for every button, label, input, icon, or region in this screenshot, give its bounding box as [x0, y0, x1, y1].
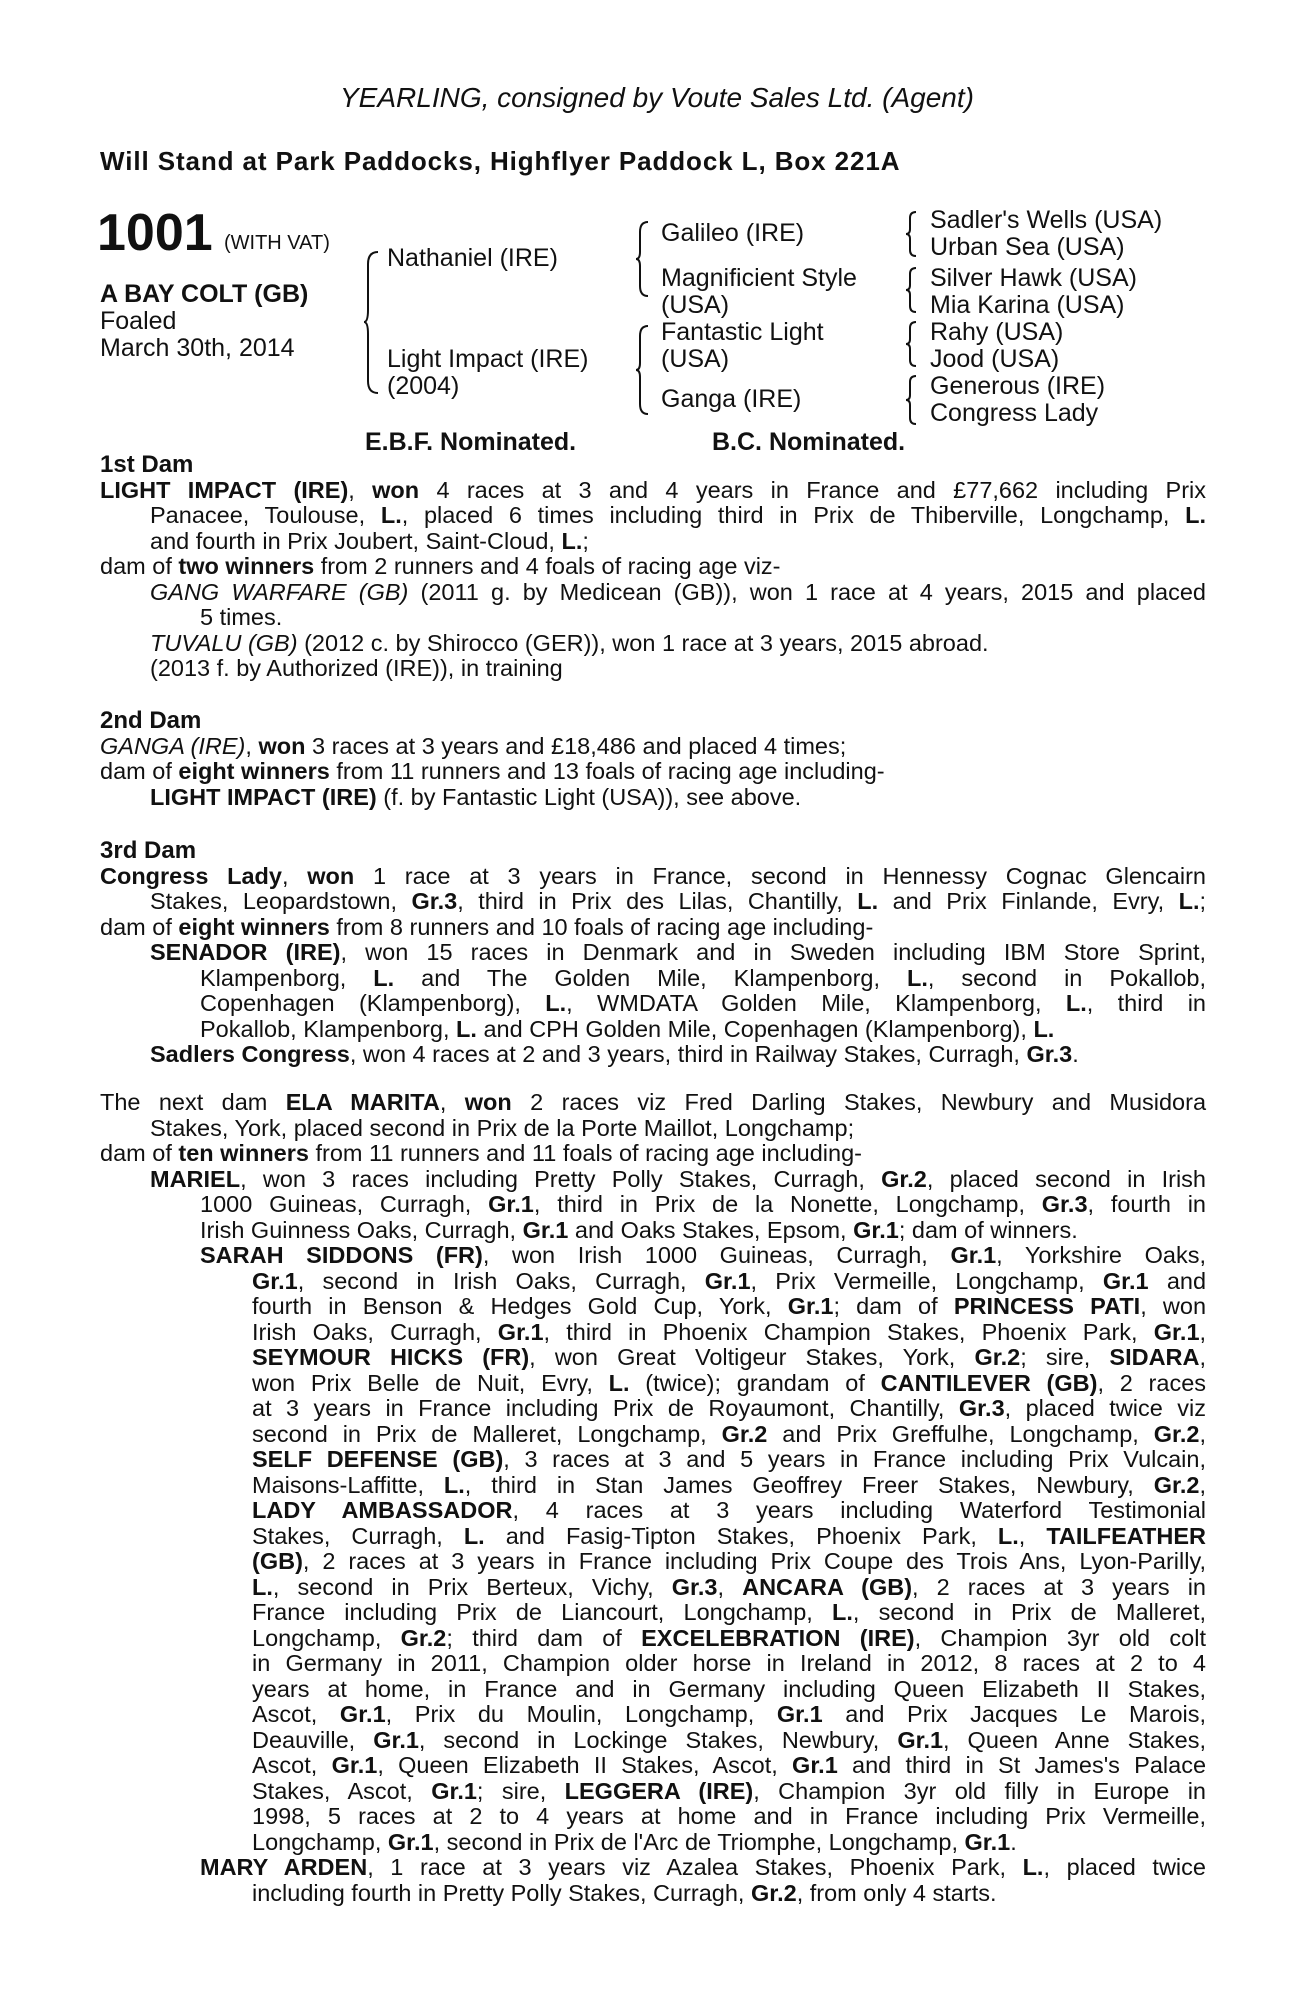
produce-entry: (2013 f. by Authorized (IRE)), in training: [150, 655, 563, 681]
pedigree-ggs-1: Sadler's Wells (USA): [930, 206, 1163, 234]
produce-entry-cont: Gr.1, second in Irish Oaks, Curragh, Gr.1, Prix Vermeille, Longchamp, Gr.1 and: [252, 1267, 1207, 1294]
produce-entry: MARIEL, won 3 races including Pretty Polly Stakes, Curragh, Gr.2, placed second in Irish: [150, 1165, 1207, 1192]
lot-description: A BAY COLT (GB): [100, 280, 309, 308]
produce-entry-cont: won Prix Belle de Nuit, Evry, L. (twice); grandam of CANTILEVER (GB), 2 races: [252, 1369, 1207, 1396]
pedigree-ggd-3: Jood (USA): [930, 345, 1060, 373]
produce-entry-cont: Copenhagen (Klampenborg), L., WMDATA Golden Mile, Klampenborg, L., third in: [200, 990, 1207, 1016]
produce-entry-cont: France including Prix de Liancourt, Longchamp, L., second in Prix de Malleret,: [252, 1599, 1207, 1625]
pedigree-grandsire-1: Galileo (IRE): [661, 219, 805, 247]
second-dam-section: [100, 708, 1206, 810]
pedigree-granddam-2: Ganga (IRE): [661, 385, 802, 413]
first-dam-section: [100, 452, 1206, 682]
third-dam-produce-summary: dam of eight winners from 8 runners and 10 foals of racing age including-: [100, 913, 874, 940]
third-dam-line: Congress Lady, won 1 race at 3 years in France, second in Hennessy Cognac Glencairn: [100, 862, 1206, 889]
produce-entry-cont: at 3 years in France including Prix de Royaumont, Chantilly, Gr.3, placed twice viz: [252, 1395, 1206, 1421]
won-label: won: [372, 476, 420, 503]
produce-entry-cont: Stakes, Curragh, L. and Fasig-Tipton Stakes, Phoenix Park, L., TAILFEATHER: [252, 1522, 1207, 1549]
produce-entry-cont: second in Prix de Malleret, Longchamp, Gr.2 and Prix Greffulhe, Longchamp, Gr.2,: [252, 1420, 1206, 1447]
vat-label: (WITH VAT): [224, 232, 330, 254]
produce-entry: SENADOR (IRE), won 15 races in Denmark and in Sweden including IBM Store Sprint,: [150, 939, 1207, 965]
first-dam-line: Panacee, Toulouse, L., placed 6 times including third in Prix de Thiberville, Longchamp, L.: [150, 502, 1207, 528]
produce-entry-cont: including fourth in Pretty Polly Stakes, Curragh, Gr.2, from only 4 starts.: [252, 1879, 997, 1906]
produce-entry-cont: 1000 Guineas, Curragh, Gr.1, third in Prix de la Nonette, Longchamp, Gr.3, fourth in: [200, 1191, 1206, 1217]
dam-name: LIGHT IMPACT (IRE): [100, 476, 349, 503]
produce-entry: Sadlers Congress, won 4 races at 2 and 3 years, third in Railway Stakes, Curragh, Gr.3.: [150, 1041, 1079, 1067]
produce-entry-cont: Irish Guinness Oaks, Curragh, Gr.1 and Oaks Stakes, Epsom, Gr.1; dam of winners.: [200, 1216, 1078, 1243]
produce-entry-cont: Ascot, Gr.1, Prix du Moulin, Longchamp, Gr.1 and Prix Jacques Le Marois,: [252, 1701, 1207, 1727]
produce-entry: LIGHT IMPACT (IRE) (f. by Fantastic Light (USA)), see above.: [150, 783, 802, 810]
produce-entry-cont: Maisons-Laffitte, L., third in Stan James Geoffrey Freer Stakes, Newbury, Gr.2,: [252, 1471, 1206, 1498]
pedigree-brace-gg2: [906, 266, 918, 314]
pedigree-brace-sire: [636, 220, 650, 298]
pedigree-ggd-2: Mia Karina (USA): [930, 291, 1125, 319]
produce-entry-cont: Klampenborg, L. and The Golden Mile, Klampenborg, L., second in Pokallob,: [200, 964, 1207, 991]
produce-entry: SARAH SIDDONS (FR), won Irish 1000 Guineas, Curragh, Gr.1, Yorkshire Oaks,: [200, 1242, 1207, 1268]
bc-nominated: B.C. Nominated.: [712, 428, 906, 456]
pedigree-brace-main: [364, 250, 380, 395]
pedigree-ggd-1: Urban Sea (USA): [930, 233, 1125, 261]
consignment-line: YEARLING, consigned by Voute Sales Ltd. (Agent): [340, 82, 974, 113]
ebf-nominated: E.B.F. Nominated.: [365, 428, 577, 456]
foaled-date: March 30th, 2014: [100, 334, 295, 362]
produce-entry-cont: SEYMOUR HICKS (FR), won Great Voltigeur Stakes, York, Gr.2; sire, SIDARA,: [252, 1344, 1207, 1370]
third-dam-heading: 3rd Dam: [100, 837, 197, 864]
pedigree-grandsire-2-line1: Fantastic Light: [661, 318, 824, 346]
pedigree-brace-dam: [636, 324, 650, 416]
produce-entry-cont: (GB), 2 races at 3 years in France including Prix Coupe des Trois Ans, Lyon-Parilly,: [252, 1548, 1206, 1574]
first-dam-produce-summary: dam of two winners from 2 runners and 4 foals of racing age viz-: [100, 553, 781, 579]
produce-entry-cont: LADY AMBASSADOR, 4 races at 3 years including Waterford Testimonial: [252, 1497, 1207, 1523]
first-dam-heading: 1st Dam: [100, 451, 194, 478]
second-dam-heading: 2nd Dam: [100, 707, 202, 734]
first-dam-line: LIGHT IMPACT (IRE), won 4 races at 3 and 4 years in France and £77,662 including Prix: [100, 476, 1206, 503]
produce-entry: MARY ARDEN, 1 race at 3 years viz Azalea Stakes, Phoenix Park, L., placed twice: [200, 1854, 1206, 1880]
second-dam-line: GANGA (IRE), won 3 races at 3 years and £18,486 and placed 4 times;: [100, 732, 847, 759]
produce-entry-cont: Longchamp, Gr.2; third dam of EXCELEBRATION (IRE), Champion 3yr old colt: [252, 1624, 1206, 1651]
produce-entry: TUVALU (GB) (2012 c. by Shirocco (GER)), won 1 race at 3 years, 2015 abroad.: [150, 629, 989, 656]
next-dam-produce-summary: dam of ten winners from 11 runners and 11 foals of racing age including-: [100, 1140, 862, 1166]
second-dam-produce-summary: dam of eight winners from 11 runners and 13 foals of racing age including-: [100, 758, 885, 784]
pedigree-dam-line1: Light Impact (IRE): [387, 345, 589, 373]
pedigree-grandsire-2-line2: (USA): [661, 345, 730, 373]
produce-entry-cont: 1998, 5 races at 2 to 4 years at home and in France including Prix Vermeille,: [252, 1803, 1206, 1829]
pedigree-brace-gg4: [906, 374, 918, 426]
stand-location: Will Stand at Park Paddocks, Highflyer Paddock L, Box 221A: [100, 146, 901, 176]
pedigree-sire: Nathaniel (IRE): [387, 244, 558, 272]
lot-number: 1001: [97, 204, 213, 262]
produce-entry-cont: Irish Oaks, Curragh, Gr.1, third in Phoenix Champion Stakes, Phoenix Park, Gr.1,: [252, 1318, 1207, 1345]
produce-entry-cont: Longchamp, Gr.1, second in Prix de l'Arc de Triomphe, Longchamp, Gr.1.: [252, 1828, 1017, 1855]
produce-entry-cont: Pokallob, Klampenborg, L. and CPH Golden Mile, Copenhagen (Klampenborg), L.: [200, 1015, 1055, 1042]
next-dam-line: Stakes, York, placed second in Prix de la Porte Maillot, Longchamp;: [150, 1114, 855, 1141]
pedigree-ggs-3: Rahy (USA): [930, 318, 1064, 346]
third-dam-line: Stakes, Leopardstown, Gr.3, third in Prix des Lilas, Chantilly, L. and Prix Finlande, Evry, L.;: [150, 888, 1207, 914]
pedigree-ggs-2: Silver Hawk (USA): [930, 264, 1137, 292]
pedigree-brace-gg3: [906, 320, 918, 368]
produce-entry-cont: fourth in Benson & Hedges Gold Cup, York, Gr.1; dam of PRINCESS PATI, won: [252, 1293, 1207, 1319]
produce-entry-cont: years at home, in France and in Germany including Queen Elizabeth II Stakes,: [252, 1675, 1206, 1702]
pedigree-ggs-4: Generous (IRE): [930, 372, 1106, 400]
produce-entry-cont: L., second in Prix Berteux, Vichy, Gr.3, ANCARA (GB), 2 races at 3 years in: [252, 1573, 1206, 1600]
pedigree-brace-gg1: [906, 210, 918, 258]
pedigree-ggd-4: Congress Lady: [930, 399, 1099, 427]
produce-entry-cont: Deauville, Gr.1, second in Lockinge Stakes, Newbury, Gr.1, Queen Anne Stakes,: [252, 1726, 1207, 1753]
third-dam-section: [100, 838, 1206, 1068]
produce-entry-cont: 5 times.: [200, 604, 283, 630]
produce-entry-cont: in Germany in 2011, Champion older horse in Ireland in 2012, 8 races at 2 to 4: [252, 1650, 1206, 1676]
next-dam-section: [100, 1090, 1206, 1906]
produce-entry-cont: Stakes, Ascot, Gr.1; sire, LEGGERA (IRE), Champion 3yr old filly in Europe in: [252, 1777, 1206, 1804]
pedigree-dam-line2: (2004): [387, 372, 460, 400]
first-dam-line: and fourth in Prix Joubert, Saint-Cloud, L.;: [150, 527, 589, 554]
produce-entry-cont: Ascot, Gr.1, Queen Elizabeth II Stakes, Ascot, Gr.1 and third in St James's Palace: [252, 1752, 1207, 1778]
pedigree-granddam-1-line1: Magnificient Style: [661, 264, 857, 292]
pedigree-granddam-1-line2: (USA): [661, 291, 730, 319]
next-dam-line: The next dam ELA MARITA, won 2 races viz Fred Darling Stakes, Newbury and Musidora: [100, 1089, 1207, 1115]
foaled-label: Foaled: [100, 307, 177, 335]
produce-entry-cont: SELF DEFENSE (GB), 3 races at 3 and 5 years in France including Prix Vulcain,: [252, 1446, 1206, 1472]
produce-entry: GANG WARFARE (GB) (2011 g. by Medicean (GB)), won 1 race at 4 years, 2015 and placed: [150, 578, 1206, 605]
